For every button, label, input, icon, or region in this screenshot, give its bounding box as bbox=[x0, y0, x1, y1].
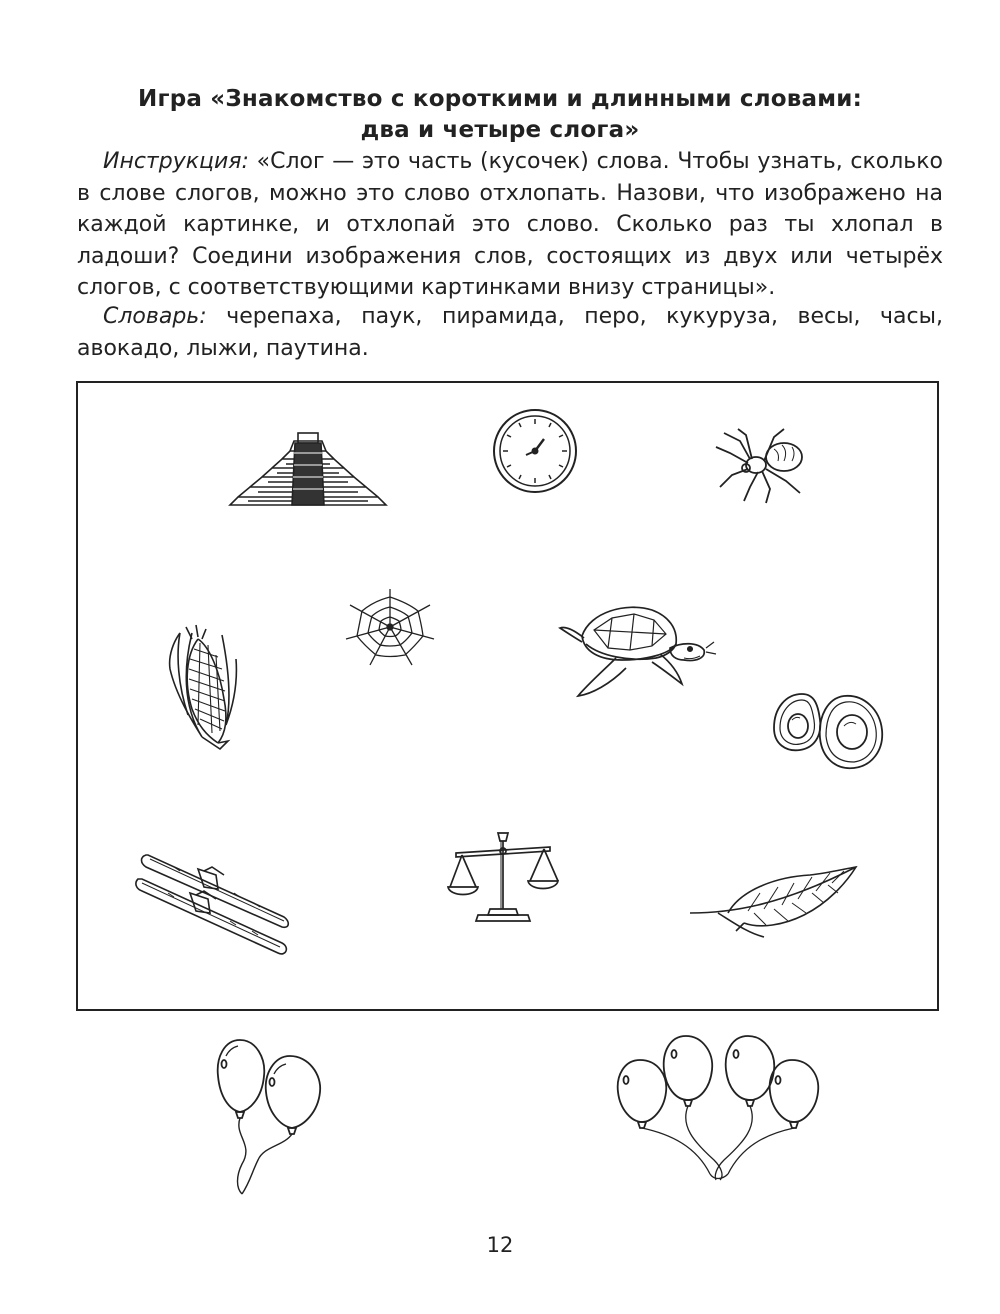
instruction-text: «Слог — это часть (кусочек) слова. Чтобы узнать, сколько в слове слогов, можно это слово отхлопать. Назови, что изображено на каждой картинке, и отхлопай это слово. Сколько раз ты хлопал в ладоши? Соедини изображения слов, состоящих из двух или четырёх слогов, с соответствующими картинками внизу страницы». bbox=[77, 149, 943, 300]
dictionary-label: Словарь: bbox=[103, 304, 207, 329]
page-number: 12 bbox=[486, 1233, 514, 1257]
spider-web-icon[interactable] bbox=[342, 587, 438, 667]
dictionary-paragraph bbox=[77, 301, 943, 364]
picture-frame bbox=[76, 381, 939, 1011]
skis-icon[interactable] bbox=[134, 849, 292, 961]
dictionary-text: черепаха, паук, пирамида, перо, кукуруза, весы, часы, авокадо, лыжи, паутина. bbox=[77, 304, 943, 361]
game-title-line-1: Игра «Знакомство с короткими и длинными словами: bbox=[138, 86, 862, 112]
spider-icon[interactable] bbox=[710, 425, 810, 505]
feather-icon[interactable] bbox=[688, 863, 860, 941]
instruction-label: Инструкция: bbox=[103, 149, 249, 174]
pyramid-icon[interactable] bbox=[228, 431, 388, 509]
game-title-line-2: два и четыре слога» bbox=[360, 117, 640, 143]
corn-icon[interactable] bbox=[162, 625, 242, 750]
avocado-icon[interactable] bbox=[772, 688, 888, 774]
turtle-icon[interactable] bbox=[560, 598, 716, 706]
instruction-paragraph bbox=[77, 146, 943, 304]
scales-icon[interactable] bbox=[448, 829, 558, 927]
four-balloons-icon[interactable] bbox=[610, 1030, 832, 1184]
clock-icon[interactable] bbox=[490, 406, 580, 496]
two-balloons-icon[interactable] bbox=[214, 1036, 326, 1196]
